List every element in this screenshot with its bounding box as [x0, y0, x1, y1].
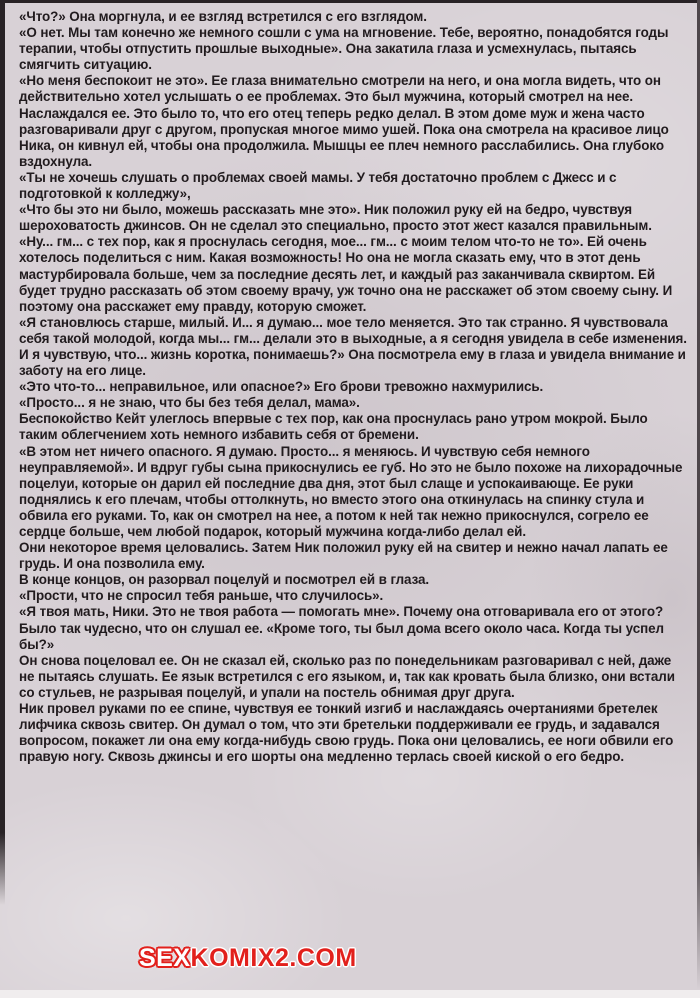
- story-paragraph: «Просто... я не знаю, что бы без тебя делал, мама».: [19, 394, 360, 411]
- story-paragraph: Он снова поцеловал ее. Он не сказал ей, сколько раз по понедельникам разговаривал с ней, даже не пытаясь слушать. Ее язык встретился с его языком, и, так как кровать была близко, они встали со стульев, не разрывая поцелуй, и упали на постель обнимая друг друга.: [19, 651, 675, 700]
- story-paragraph: «Я твоя мать, Ники. Это не твоя работа — помогать мне». Почему она отговаривала его от этого? Было так чудесно, что он слушал ее. «Кроме того, ты был дома всего около часа. Когда ты успел бы?»: [19, 603, 664, 652]
- story-paragraph: «Это что-то... неправильное, или опасное?» Его брови тревожно нахмурились.: [19, 378, 544, 395]
- story-paragraph: Ник провел руками по ее спине, чувствуя ее тонкий изгиб и наслаждаясь очертаниями бретелек лифчика сквозь свитер. Он думал о том, что эти бретельки поддерживали ее грудь, и задавался вопросом, покажет ли она ему когда-нибудь свою грудь. Пока они целовались, ее ноги обвили его правую ногу. Сквозь джинсы и его шорты она медленно терлась своей киской о его бедро.: [19, 700, 674, 765]
- story-paragraph: «Прости, что не спросил тебя раньше, что случилось».: [19, 587, 384, 604]
- page-bottom-edge: [0, 990, 700, 998]
- story-paragraph: «Что бы это ни было, можешь рассказать мне это». Ник положил руку ей на бедро, чувствуя шероховатость джинсов. Он не сделал это специально, просто этот жест казался правильным.: [19, 201, 652, 234]
- story-text: [19, 8, 687, 764]
- story-paragraph: «Но меня беспокоит не это». Ее глаза внимательно смотрели на него, и она могла видеть, что он действительно хотел услышать о ее проблемах. Это был мужчина, который смотрел на нее. Наслаждался ее. Это было то, что его отец теперь редко делал. В этом доме муж и жена часто разговаривали друг с другом, пропуская многое мимо ушей. Пока она смотрела на красивое лицо Ника, он кивнул ей, чтобы она продолжила. Мышцы ее плеч немного расслабились. Она глубоко вздохнула.: [19, 72, 669, 169]
- story-paragraph: «Ты не хочешь слушать о проблемах своей мамы. У тебя достаточно проблем с Джесс и с подготовкой к колледжу»,: [19, 168, 617, 202]
- story-paragraph: В конце концов, он разорвал поцелуй и посмотрел ей в глаза.: [19, 571, 430, 588]
- story-paragraph: «О нет. Мы там конечно же немного сошли с ума на мгновение. Тебе, вероятно, понадобятся годы терапии, чтобы отпустить прошлые выходные». Она закатила глаза и усмехнулась, пытаясь смягчить ситуацию.: [19, 24, 669, 73]
- story-paragraph: Они некоторое время целовались. Затем Ник положил руку ей на свитер и нежно начал лапать ее грудь. И она позволила ему.: [19, 539, 668, 572]
- watermark-sexkomix: [139, 944, 357, 973]
- watermark-sex-label: SEX: [139, 944, 191, 972]
- story-paragraph: Беспокойство Кейт улеглось впервые с тех пор, как она проснулась рано утром мокрой. Было таким облегчением хоть немного избавить себя от бремени.: [19, 410, 648, 443]
- page-border-top: [0, 0, 700, 3]
- story-paragraph: «В этом нет ничего опасного. Я думаю. Просто... я меняюсь. И чувствую себя немного неуправляемой». И вдруг губы сына прикоснулись ее губ. Но это не было похоже на лихорадочные поцелуи, которые он дарил ей последние два дня, этот был слаще и успокаивающе. Ее руки поднялись к его плечам, чтобы оттолкнуть, но вместо этого она откинулась на спинку стула и обвила его руками. То, как он смотрел на нее, а потом к ней так нежно прикоснулся, согрело ее сердце больше, чем любой подарок, который мужчина когда-либо делал ей.: [19, 442, 683, 539]
- watermark-domain-label: KOMIX2.COM: [190, 944, 357, 972]
- story-paragraph: «Ну... гм... с тех пор, как я проснулась сегодня, мое... гм... с моим телом что-то не то». Ей очень хотелось поделиться с ним. Какая возможность! Но она не могла сказать ему, что в этот день мастурбировала больше, чем за последние десять лет, и каждый раз заканчивала сквиртом. Ей будет трудно рассказать об этом своему врачу, уж точно она не расскажет об этом своему сыну. И поэтому она расскажет ему правду, которую сможет.: [19, 233, 673, 314]
- story-paragraph: «Что?» Она моргнула, и ее взгляд встретился с его взглядом.: [19, 8, 427, 24]
- story-paragraph: «Я становлюсь старше, милый. И... я думаю... мое тело меняется. Это так странно. Я чувствовала себя такой молодой, когда мы... гм... делали это в выходные, а я сегодня увидела в себе изменения. И я чувствую, что... жизнь коротка, понимаешь?» Она посмотрела ему в глаза и увидела внимание и заботу на его лице.: [19, 313, 687, 379]
- page-border-left: [0, 0, 5, 905]
